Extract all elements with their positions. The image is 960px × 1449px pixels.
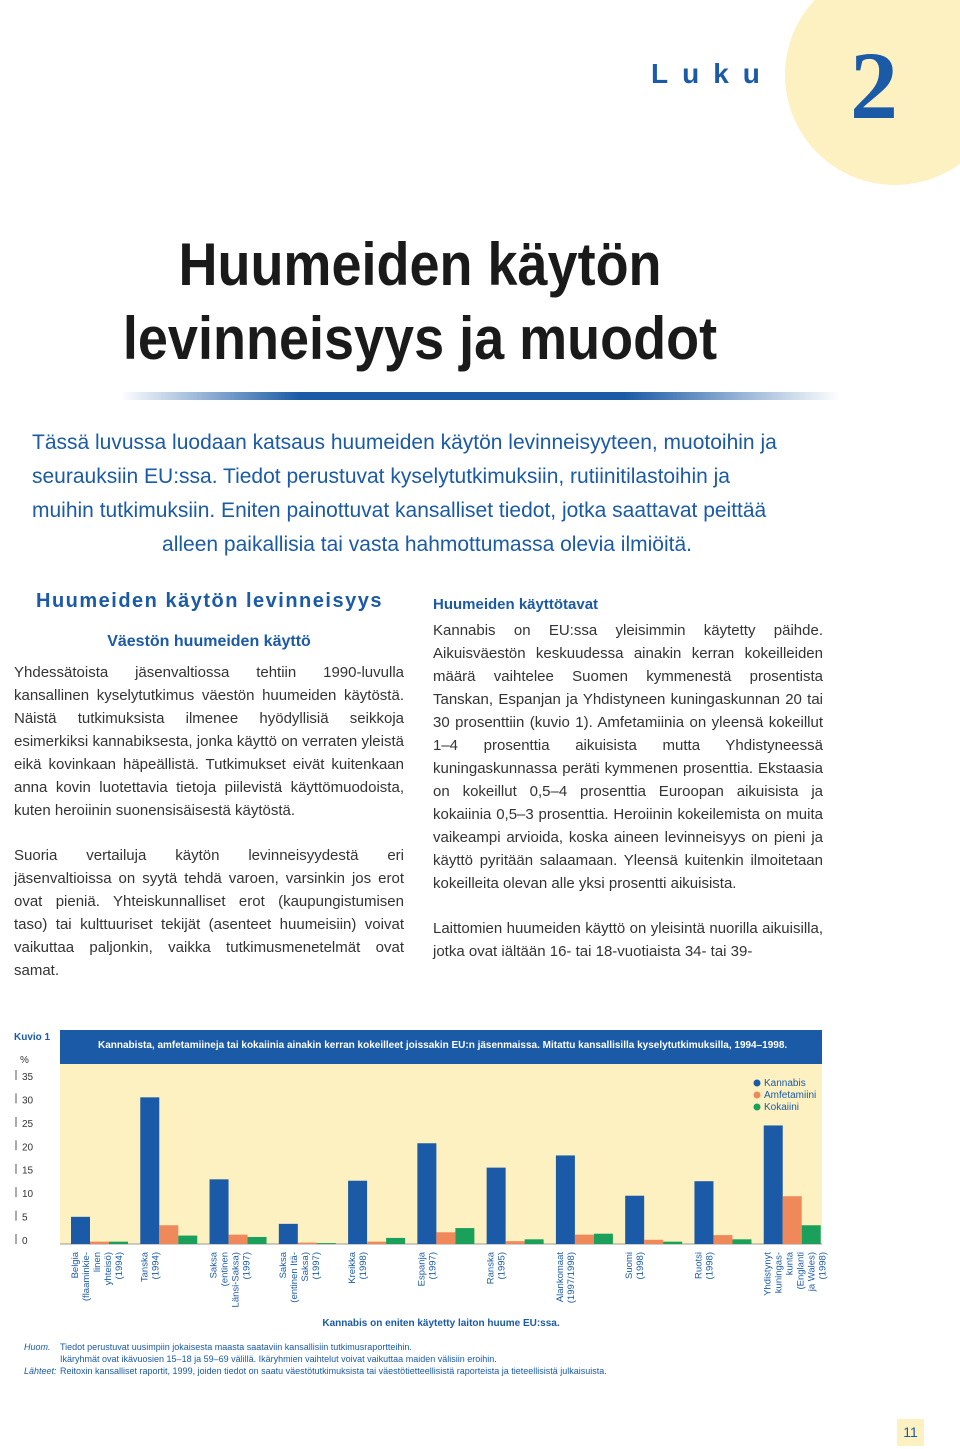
bar-kokaiini — [525, 1239, 544, 1244]
page-title — [42, 228, 798, 376]
y-tick-label: 25 — [22, 1118, 34, 1130]
right-column — [433, 596, 823, 963]
category-label-line: (1994) — [150, 1252, 162, 1280]
legend-marker-kannabis — [754, 1080, 761, 1087]
huom-key: Huom. — [24, 1342, 51, 1352]
category-label — [624, 1252, 646, 1279]
category-label-line: (1998) — [704, 1252, 716, 1280]
category-label-line: (1995) — [496, 1252, 508, 1280]
category-label — [278, 1251, 322, 1302]
bar-kannabis — [764, 1125, 783, 1244]
page-number: 11 — [903, 1424, 918, 1440]
bar-kokaiini — [248, 1237, 267, 1244]
bar-amfetamiini — [298, 1243, 317, 1244]
category-label-line: Ruotsi — [693, 1252, 705, 1279]
category-label-line: Saksa — [208, 1252, 220, 1279]
section-heading: Huumeiden käytön levinneisyys — [36, 590, 383, 612]
category-label — [209, 1251, 253, 1307]
category-label-line: kuningas- — [773, 1252, 785, 1294]
bar-amfetamiini — [783, 1196, 802, 1244]
intro-text — [32, 426, 822, 562]
bar-amfetamiini — [90, 1242, 109, 1244]
intro-line-4: alleen paikallisia tai vasta hahmottumassa olevia ilmiöitä. — [162, 533, 692, 556]
bar-kokaiini — [802, 1225, 821, 1244]
category-label-line: (entinen — [219, 1252, 231, 1287]
bar-kannabis — [140, 1097, 159, 1244]
bar-kokaiini — [594, 1234, 613, 1244]
bar-amfetamiini — [229, 1235, 248, 1244]
legend-label: Kannabis — [764, 1078, 806, 1089]
category-label-line: (flaaminkie- — [81, 1252, 92, 1302]
bar-kokaiini — [178, 1236, 197, 1244]
category-label-line: Suomi — [624, 1252, 636, 1279]
bar-amfetamiini — [644, 1240, 663, 1244]
category-label-line: (entinen Itä- — [288, 1252, 300, 1303]
y-tick-label: 20 — [22, 1142, 34, 1154]
category-label-line: Yhdistynyt — [762, 1252, 774, 1296]
category-label-line: Espanja — [416, 1252, 428, 1287]
left-column — [14, 590, 404, 982]
category-label — [763, 1251, 829, 1296]
left-paragraph-1: Yhdessätoista jäsenvaltiossa tehtiin 1990-luvulla kansallinen kyselytutkimus väestön huumeiden käytöstä. Näistä tutkimuksista ilmenee hyödyllisiä seikkoja esimerkiksi kannabiksesta, jonka käyttö on verraten yleistä eikä kovinkaan häpeällistä. Tutkimukset eivät kuitenkaan anna kovin luotettavia tietoja piilevistä käyttömuodoista, kuten heroiinin suonensisäisestä käytöstä. — [14, 664, 404, 819]
category-label-line: Belgia — [70, 1252, 81, 1279]
category-label-line: kunta — [784, 1252, 796, 1276]
figure-notes — [24, 1341, 607, 1377]
bar-kannabis — [487, 1168, 506, 1244]
category-label — [486, 1251, 508, 1284]
huom-line-1: Tiedot perustuvat uusimpiin jokaisesta maasta saataviin kansallisiin tutkimusraportteihin. — [60, 1342, 412, 1352]
bar-kokaiini — [455, 1228, 474, 1244]
intro-line-2: seurauksiin EU:ssa. Tiedot perustuvat kyselytutkimuksiin, rutiinitilastoihin ja — [32, 465, 730, 488]
category-label-line: (1997/1998) — [565, 1252, 577, 1304]
figure-caption: Kannabista, amfetamiineja tai kokaiinia ainakin kerran kokeilleet joissakin EU:n jäsenmaissa. Mitattu kansallisilla kyselytutkimuksilla, 1994–1998. — [98, 1040, 788, 1051]
category-label-line: (1998) — [635, 1252, 647, 1280]
bar-kannabis — [279, 1224, 298, 1244]
y-tick-label: 30 — [22, 1095, 34, 1107]
figure-label: Kuvio 1 — [14, 1032, 51, 1043]
title-rule — [120, 392, 840, 400]
intro-line-3: muihin tutkimuksiin. Eniten painottuvat kansalliset tiedot, jotka saattavat peittää — [32, 499, 767, 522]
right-paragraph-1: Kannabis on EU:ssa yleisimmin käytetty päihde. Aikuisväestön keskuudessa ainakin kerran kokeilleiden määrä vaihtelee Suomen kymmenestä prosentista Tanskan, Espanjan ja Yhdistyneen kuningaskunnan 20 tai 30 prosenttiin (kuvio 1). Amfetamiinia on yleensä kokeillut 1–4 prosenttia aikuisista mutta Yhdistyneessä kuningaskunnassa peräti kymmenen prosenttia. Ekstaasia on kokeillut 0,5–4 prosenttia Euroopan aikuisista ja kokaiinia 0,5–3 prosenttia. Heroiinin kokeilemista on muita vaikeampi arvioida, koska aineen levinneisyys on pieni ja käyttö pyritään salaamaan. Yleensä kuitenkin ilmoitetaan kokeilleita olevan alle yksi prosentti aikuisista. — [433, 622, 823, 892]
figure-unit: % — [20, 1055, 29, 1066]
category-label-line: Kreikka — [347, 1252, 359, 1284]
legend-marker-kokaiini — [754, 1104, 761, 1111]
category-label — [555, 1252, 577, 1304]
y-tick-label: 35 — [22, 1072, 34, 1083]
bar-kokaiini — [386, 1238, 405, 1244]
right-paragraph-2: Laittomien huumeiden käyttö on yleisintä nuorilla aikuisilla, jotka ovat iältään 16- tai 18-vuotiaista 34- tai 39- — [433, 920, 823, 960]
bar-kokaiini — [732, 1239, 751, 1244]
bar-chart — [0, 1064, 960, 1329]
category-label-line: (1998) — [358, 1252, 370, 1280]
y-tick-label: 15 — [22, 1165, 34, 1177]
category-label — [416, 1251, 438, 1286]
category-label — [70, 1251, 125, 1301]
category-label-line: Tanska — [139, 1252, 151, 1283]
category-label-line: Ranska — [485, 1252, 497, 1285]
bar-kannabis — [417, 1143, 436, 1244]
bar-kannabis — [210, 1179, 229, 1244]
bar-kokaiini — [663, 1242, 682, 1244]
right-heading: Huumeiden käyttötavat — [433, 596, 599, 613]
category-label-line: ja Wales) — [806, 1252, 818, 1292]
legend-marker-amfetamiini — [754, 1092, 761, 1099]
title-line-1: Huumeiden käytön — [178, 231, 662, 298]
category-label-line: Alankomaat — [554, 1252, 566, 1303]
category-label-line: (1997) — [310, 1252, 322, 1280]
category-label-line: (1994) — [114, 1252, 125, 1280]
category-label — [347, 1251, 369, 1283]
category-label-line: (1997) — [427, 1252, 439, 1280]
legend-label: Kokaiini — [764, 1102, 800, 1113]
huom-line-2: Ikäryhmät ovat ikävuosien 15–18 ja 59–69 välillä. Ikäryhmien vaihtelut voivat vaikuttaa maiden välisiin eroihin. — [60, 1354, 497, 1364]
y-tick-label: 5 — [22, 1212, 28, 1224]
category-label — [693, 1252, 715, 1279]
category-label-line: (1997) — [241, 1252, 253, 1280]
category-label-line: Länsi-Saksa) — [230, 1252, 242, 1308]
bar-kannabis — [348, 1181, 367, 1244]
category-label-line: Saksa — [277, 1252, 289, 1279]
y-tick-label: 10 — [22, 1189, 34, 1201]
bar-amfetamiini — [713, 1235, 732, 1244]
bar-amfetamiini — [159, 1225, 178, 1244]
lahteet-key: Lähteet: — [24, 1366, 57, 1376]
bar-amfetamiini — [367, 1242, 386, 1244]
title-line-2: levinneisyys ja muodot — [122, 305, 718, 372]
bar-kokaiini — [109, 1242, 128, 1244]
left-paragraph-2: Suoria vertailuja käytön levinneisyydestä eri jäsenvaltioissa on syytä tehdä varoen, varsinkin jos erot ovat pieniä. Yhteiskunnalliset erot (kaupungistumisen taso) tai kulttuuriset tekijät (asenteet huumeisiin) voivat vaikuttaa paljonkin, vaikka tutkimusmenetelmät ovat samat. — [14, 847, 404, 979]
category-label — [139, 1251, 161, 1282]
category-label-line: yhteisö) — [103, 1252, 114, 1286]
figure-footnote: Kannabis on eniten käytetty laiton huume EU:ssa. — [322, 1318, 560, 1329]
bar-kannabis — [556, 1155, 575, 1244]
bar-kannabis — [694, 1181, 713, 1244]
chapter-number: 2 — [850, 32, 898, 139]
category-label-line: (1998) — [817, 1252, 829, 1280]
bar-amfetamiini — [436, 1232, 455, 1244]
bar-kannabis — [625, 1196, 644, 1244]
chapter-word: Luku — [651, 58, 774, 89]
y-tick-label: 0 — [22, 1236, 28, 1247]
bar-kokaiini — [317, 1243, 336, 1244]
lahteet-text: Reitoxin kansalliset raportit, 1999, joiden tiedot on saatu väestötutkimuksista tai väestötietteellisistä raporteista ja tieteellisistä julkaisuista. — [60, 1366, 607, 1376]
sub-heading: Väestön huumeiden käyttö — [107, 633, 311, 650]
bar-amfetamiini — [506, 1241, 525, 1244]
intro-line-1: Tässä luvussa luodaan katsaus huumeiden käytön levinneisyyteen, muotoihin ja — [32, 431, 777, 454]
category-label-line: (Englanti — [795, 1252, 807, 1290]
legend-label: Amfetamiini — [764, 1090, 817, 1101]
bar-kannabis — [71, 1217, 90, 1244]
category-label-line: linen — [92, 1252, 103, 1273]
bar-amfetamiini — [575, 1235, 594, 1244]
category-label-line: Saksa) — [299, 1252, 311, 1282]
